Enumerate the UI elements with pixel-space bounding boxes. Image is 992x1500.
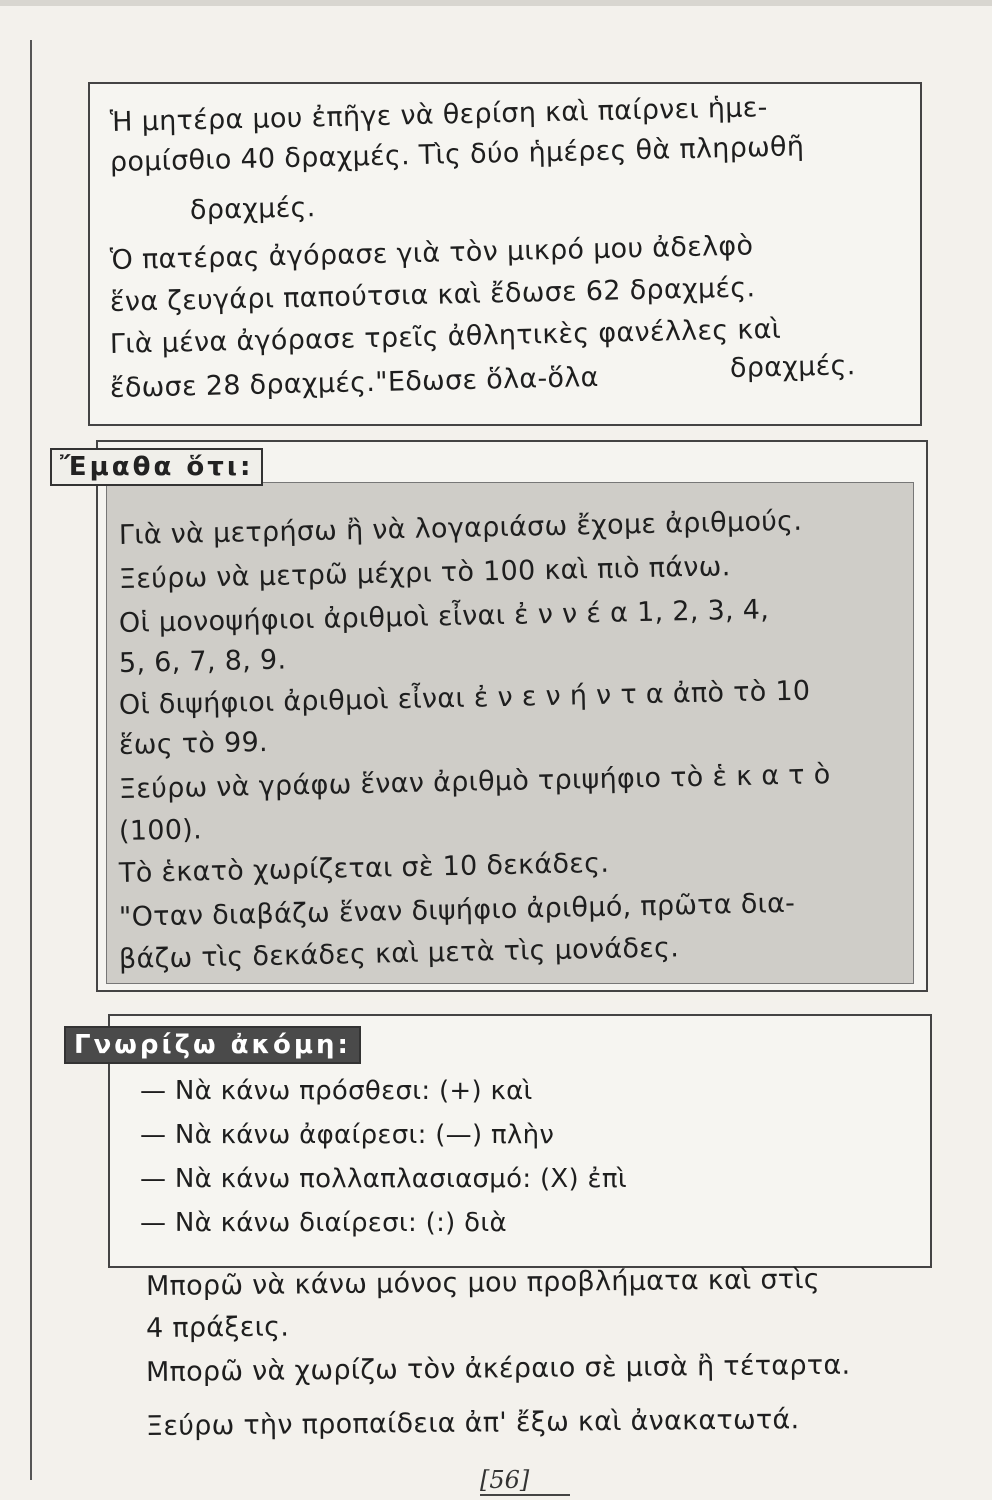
bottom-rule — [480, 1494, 570, 1496]
problem-line-5: ἕνα ζευγάρι παπούτσια καὶ ἔδωσε 62 δραχμές. — [109, 272, 756, 318]
problem-line-3: δραχμές. — [189, 192, 316, 226]
learned-line-2: Ξεύρω νὰ μετρῶ μέχρι τὸ 100 καὶ πιὸ πάνω. — [118, 551, 731, 595]
learned-line-1: Γιὰ νὰ μετρήσω ἢ νὰ λογαριάσω ἔχομε ἀριθμούς. — [118, 505, 803, 551]
know-item-multiplication: — Νὰ κάνω πολλαπλασιασμό: (X) ἐπὶ — [140, 1164, 627, 1194]
problem-box — [88, 82, 922, 426]
learned-line-11: βάζω τὶς δεκάδες καὶ μετὰ τὶς μονάδες. — [118, 932, 680, 975]
know-more-heading: Γνωρίζω ἀκόμη: — [64, 1026, 361, 1064]
top-edge — [0, 0, 992, 6]
extra-line-2: 4 πράξεις. — [145, 1311, 290, 1344]
problem-line-6: Γιὰ μένα ἀγόρασε τρεῖς ἀθλητικὲς φανέλλες καὶ — [109, 313, 782, 360]
extra-line-4: Ξεύρω τὴν προπαίδεια ἀπ' ἔξω καὶ ἀνακατωτά. — [145, 1404, 800, 1442]
learned-shaded-panel — [106, 482, 914, 984]
learned-line-4: 5, 6, 7, 8, 9. — [118, 644, 287, 679]
extra-line-1: Μπορῶ νὰ κάνω μόνος μου προβλήματα καὶ στὶς — [145, 1263, 821, 1302]
extra-line-3: Μπορῶ νὰ χωρίζω τὸν ἀκέραιο σὲ μισὰ ἢ τέταρτα. — [145, 1349, 851, 1388]
learned-line-9: Τὸ ἑκατὸ χωρίζεται σὲ 10 δεκάδες. — [118, 847, 610, 889]
learned-line-6: ἕως τὸ 99. — [118, 726, 269, 761]
learned-line-3: Οἱ μονοψήφιοι ἀριθμοὶ εἶναι ἐ ν ν έ α 1, 2, 3, 4, — [118, 594, 770, 639]
learned-line-5: Οἱ διψήφιοι ἀριθμοὶ εἶναι ἐ ν ε ν ή ν τ α ἀπὸ τὸ 10 — [118, 675, 811, 721]
learned-line-8: (100). — [118, 814, 203, 847]
learned-line-7: Ξεύρω νὰ γράφω ἕναν ἀριθμὸ τριψήφιο τὸ ἑ κ α τ ὸ — [118, 759, 831, 805]
learned-heading: Ἔμαθα ὅτι: — [50, 448, 263, 486]
know-item-addition: — Νὰ κάνω πρόσθεσι: (+) καὶ — [140, 1076, 533, 1106]
know-item-subtraction: — Νὰ κάνω ἀφαίρεσι: (—) πλὴν — [140, 1120, 555, 1150]
learned-line-10: "Οταν διαβάζω ἕναν διψήφιο ἀριθμό, πρῶτα δια- — [118, 887, 796, 933]
problem-line-2: ρομίσθιο 40 δραχμές. Τὶς δύο ἡμέρες θὰ πληρωθῆ — [109, 131, 805, 178]
problem-line-7: ἔδωσε 28 δραχμές."Εδωσε ὅλα-ὅλα — [109, 361, 599, 404]
problem-line-1: Ἡ μητέρα μου ἐπῆγε νὰ θερίση καὶ παίρνει ἡμε- — [109, 92, 768, 138]
learned-box — [96, 440, 928, 992]
know-item-division: — Νὰ κάνω διαίρεσι: (:) διὰ — [140, 1208, 507, 1238]
problem-line-4: Ὁ πατέρας ἀγόρασε γιὰ τὸν μικρό μου ἀδελφὸ — [109, 230, 754, 276]
problem-line-8: δραχμές. — [729, 350, 856, 384]
page-number: [56] — [480, 1466, 530, 1494]
